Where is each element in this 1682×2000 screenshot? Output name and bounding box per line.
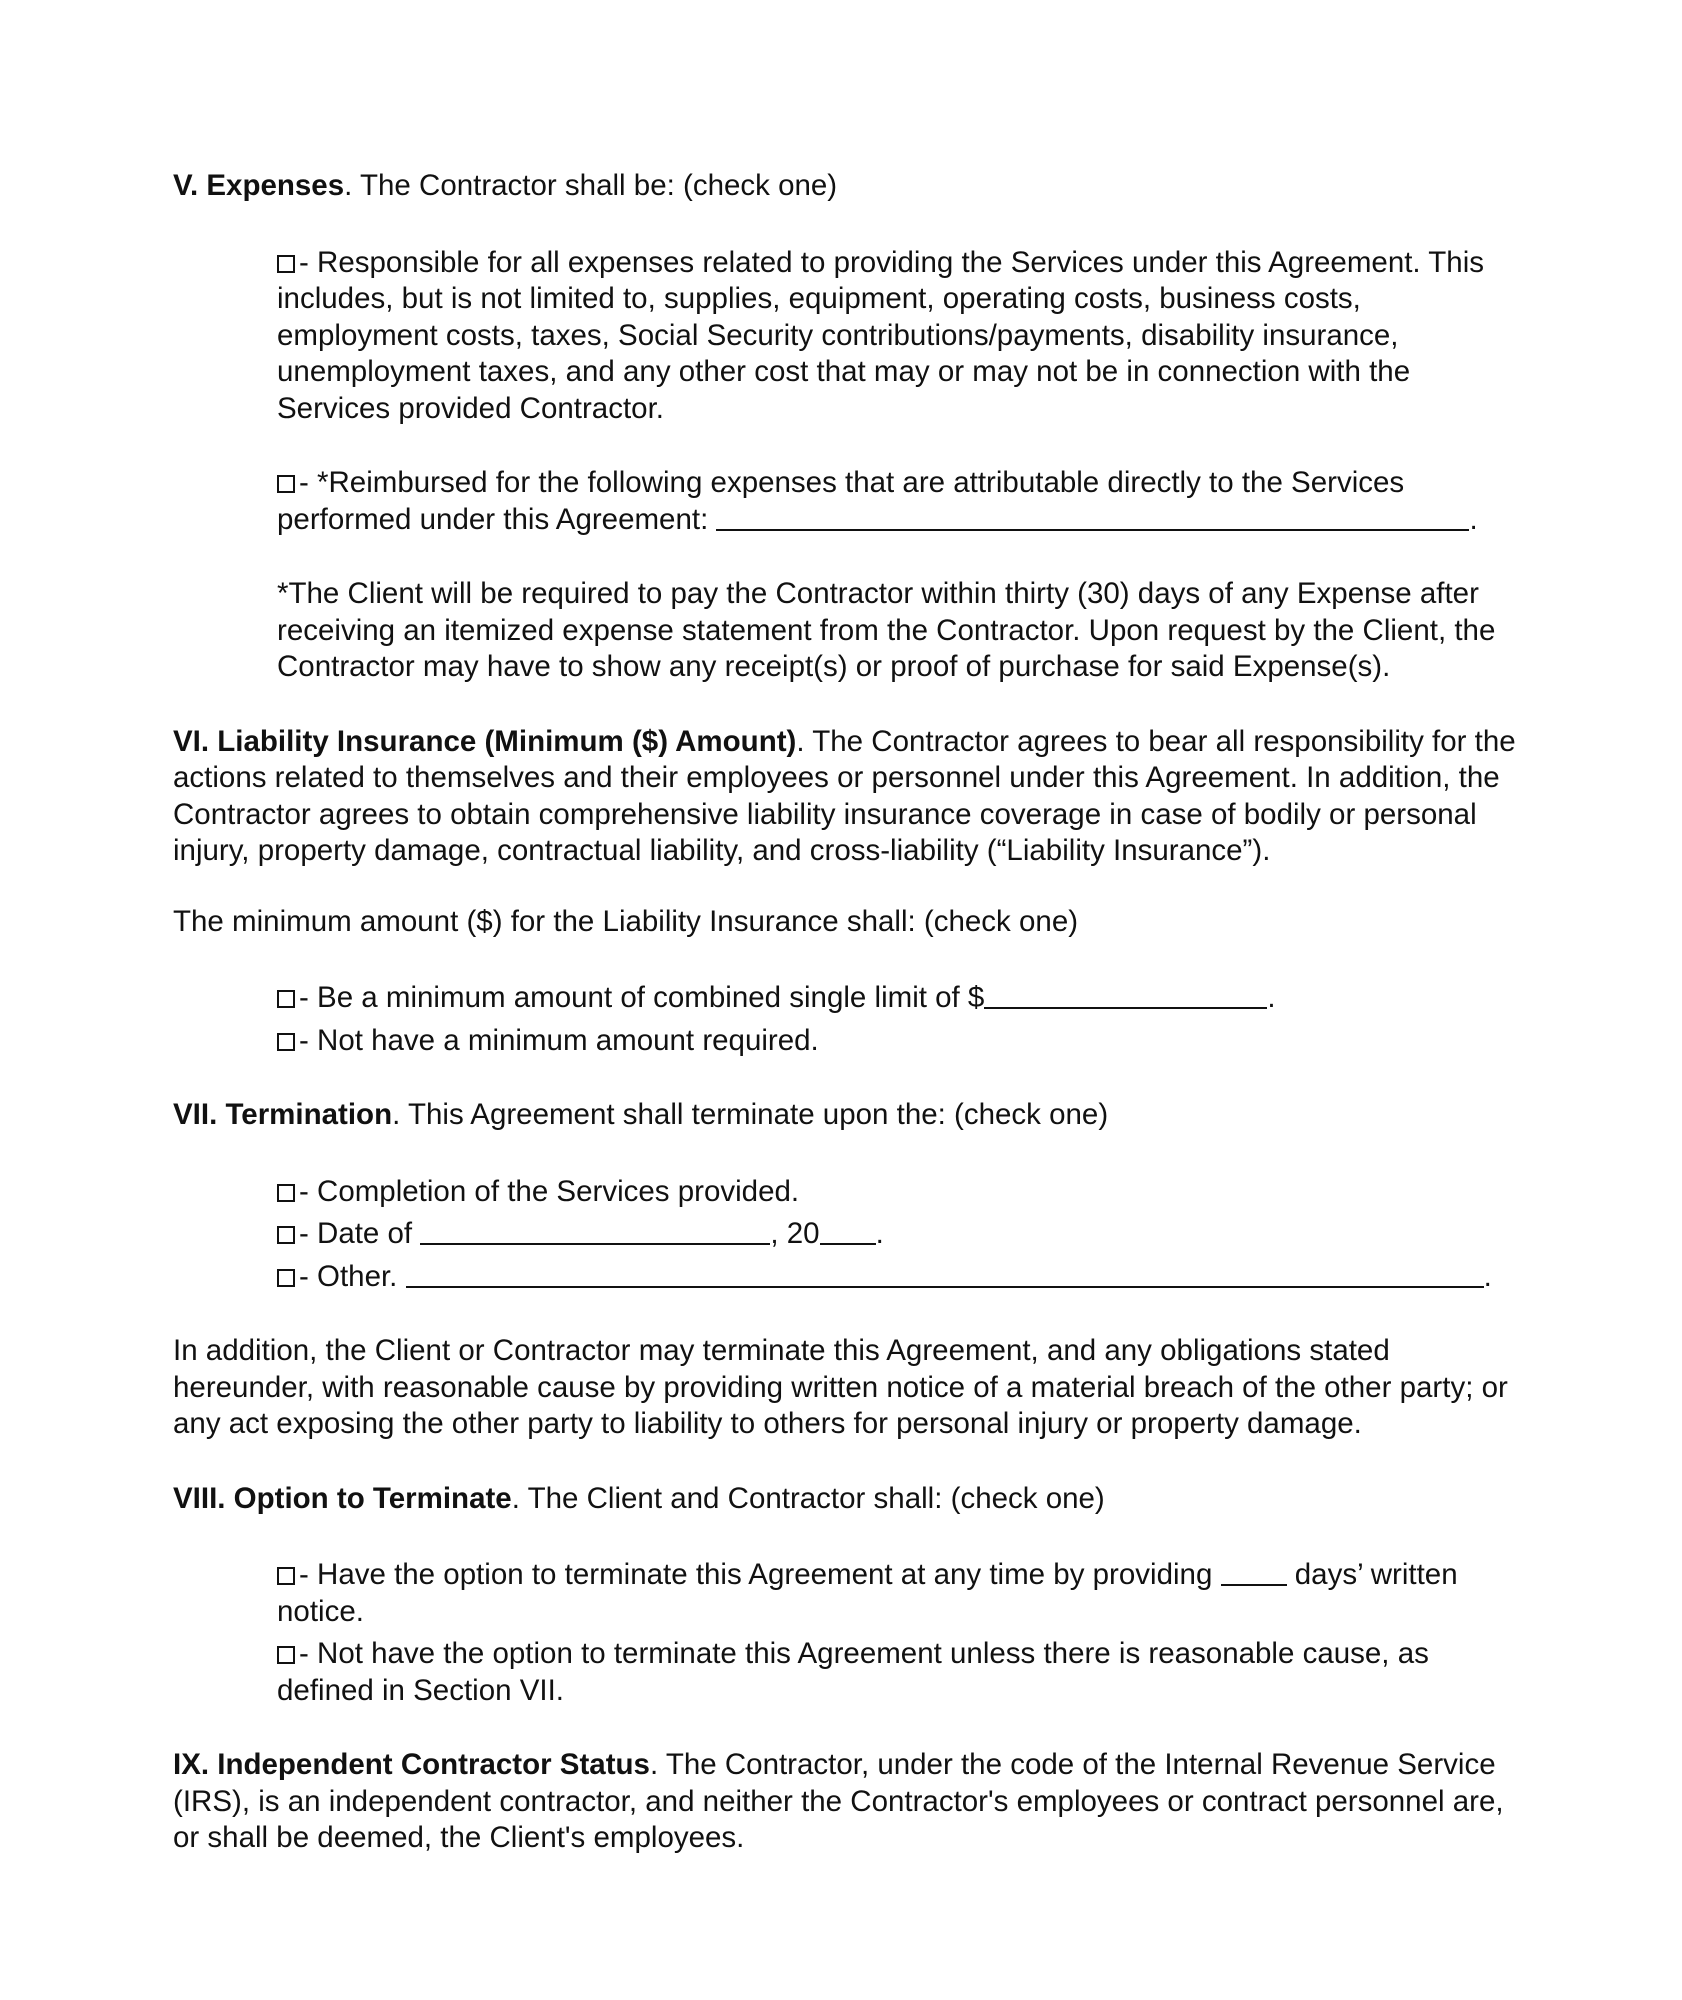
notice-days-blank[interactable] <box>1221 1558 1287 1586</box>
section-independent-status-body: . The Contractor, under the code of the Internal Revenue Service (IRS), is an independent contractor, and neither the Contractor's employees or contract personnel are, or shall be deemed, the Client's employees. <box>173 1748 1504 1854</box>
option-terminate-cause-text: - Not have the option to terminate this Agreement unless there is reasonable cause, as defined in Section VII. <box>277 1637 1429 1707</box>
liability-none-text: - Not have a minimum amount required. <box>299 1023 819 1057</box>
liability-option-minimum <box>277 980 1518 1017</box>
expenses-option-reimbursed <box>277 465 1518 538</box>
section-liability-heading: VI. Liability Insurance (Minimum ($) Amount) <box>173 724 797 758</box>
section-heading-text: . The Contractor shall be: (check one) <box>344 169 838 202</box>
section-title: Termination <box>225 1098 393 1131</box>
termination-year-prefix: , 20 <box>770 1217 820 1250</box>
liability-minimum-checkbox[interactable] <box>277 990 295 1008</box>
expenses-note: *The Client will be required to pay the Contractor within thirty (30) days of any Expense after receiving an itemized expense statement from the Contractor. Upon request by the Client, the Contractor may have to show any receipt(s) or proof of purchase for said Expense(s). <box>277 577 1496 683</box>
termination-date-checkbox[interactable] <box>277 1226 295 1244</box>
termination-date-period: . <box>875 1217 884 1250</box>
termination-option-completion <box>277 1174 1518 1211</box>
liability-minimum-text: - Be a minimum amount of combined single limit of $ <box>299 981 985 1014</box>
option-terminate-anytime <box>277 1557 1518 1630</box>
option-terminate-anytime-text: - Have the option to terminate this Agreement at any time by providing <box>299 1558 1213 1591</box>
section-expenses-heading <box>173 168 1518 205</box>
section-liability-paragraph <box>173 724 1518 870</box>
liability-minimum-prompt: The minimum amount ($) for the Liability Insurance shall: (check one) <box>173 904 1079 938</box>
termination-option-other <box>277 1259 1518 1296</box>
section-liability-body: . The Contractor agrees to bear all responsibility for the actions related to themselves and their employees or personnel under this Agreement. In addition, the Contractor agrees to obtain comprehensive liability insurance coverage in case of bodily or personal injury, property damage, contractual liability, and cross-liability (“Liability Insurance”). <box>173 724 1516 867</box>
termination-other-checkbox[interactable] <box>277 1269 295 1287</box>
section-independent-status <box>173 1747 1518 1857</box>
expenses-option-responsible <box>277 245 1518 428</box>
expenses-responsible-text: - Responsible for all expenses related to providing the Services under this Agreement. This includes, but is not limited to, supplies, equipment, operating costs, business costs, employment costs, taxes, Social Security contributions/payments, disability insurance, unemployment taxes, and any other cost that may or may not be in connection with the Services provided Contractor. <box>277 245 1485 425</box>
expenses-reimbursed-checkbox[interactable] <box>277 475 295 493</box>
option-terminate-anytime-end: days’ written notice. <box>277 1558 1458 1628</box>
section-heading-text: . This Agreement shall terminate upon the: (check one) <box>392 1098 1109 1131</box>
section-option-terminate-heading <box>173 1481 1518 1518</box>
termination-year-blank[interactable] <box>820 1217 876 1245</box>
section-title: Expenses <box>206 169 345 202</box>
expenses-responsible-checkbox[interactable] <box>277 255 295 273</box>
liability-option-none <box>277 1023 1518 1060</box>
reimbursed-expenses-blank[interactable] <box>716 503 1469 531</box>
liability-amount-period: . <box>1267 981 1276 1014</box>
section-independent-status-heading: IX. Independent Contractor Status <box>173 1748 650 1781</box>
liability-amount-blank[interactable] <box>984 981 1267 1009</box>
termination-other-blank[interactable] <box>406 1260 1484 1288</box>
option-terminate-cause-checkbox[interactable] <box>277 1646 295 1664</box>
option-terminate-anytime-checkbox[interactable] <box>277 1567 295 1585</box>
termination-other-text: - Other. <box>299 1259 398 1293</box>
termination-completion-text: - Completion of the Services provided. <box>299 1174 800 1208</box>
option-terminate-cause <box>277 1636 1518 1709</box>
document-body <box>173 168 1518 1857</box>
section-termination-heading <box>173 1097 1518 1134</box>
termination-body: In addition, the Client or Contractor may terminate this Agreement, and any obligations stated hereunder, with reasonable cause by providing written notice of a material breach of the other party; or any act exposing the other party to liability to others for personal injury or property damage. <box>173 1334 1508 1440</box>
section-number: V. <box>173 169 199 202</box>
termination-date-blank[interactable] <box>420 1217 770 1245</box>
termination-option-date <box>277 1216 1518 1253</box>
expenses-reimbursed-text: - *Reimbursed for the following expenses that are attributable directly to the Services performed under this Agreement: <box>277 466 1405 536</box>
termination-date-text: - Date of <box>299 1217 413 1250</box>
termination-completion-checkbox[interactable] <box>277 1184 295 1202</box>
section-number: VII. <box>173 1098 218 1131</box>
termination-other-period: . <box>1483 1259 1492 1293</box>
liability-none-checkbox[interactable] <box>277 1033 295 1051</box>
reimbursed-expenses-period: . <box>1469 502 1478 536</box>
section-option-terminate-title: VIII. Option to Terminate <box>173 1481 512 1515</box>
section-heading-text: . The Client and Contractor shall: (check one) <box>511 1481 1105 1515</box>
